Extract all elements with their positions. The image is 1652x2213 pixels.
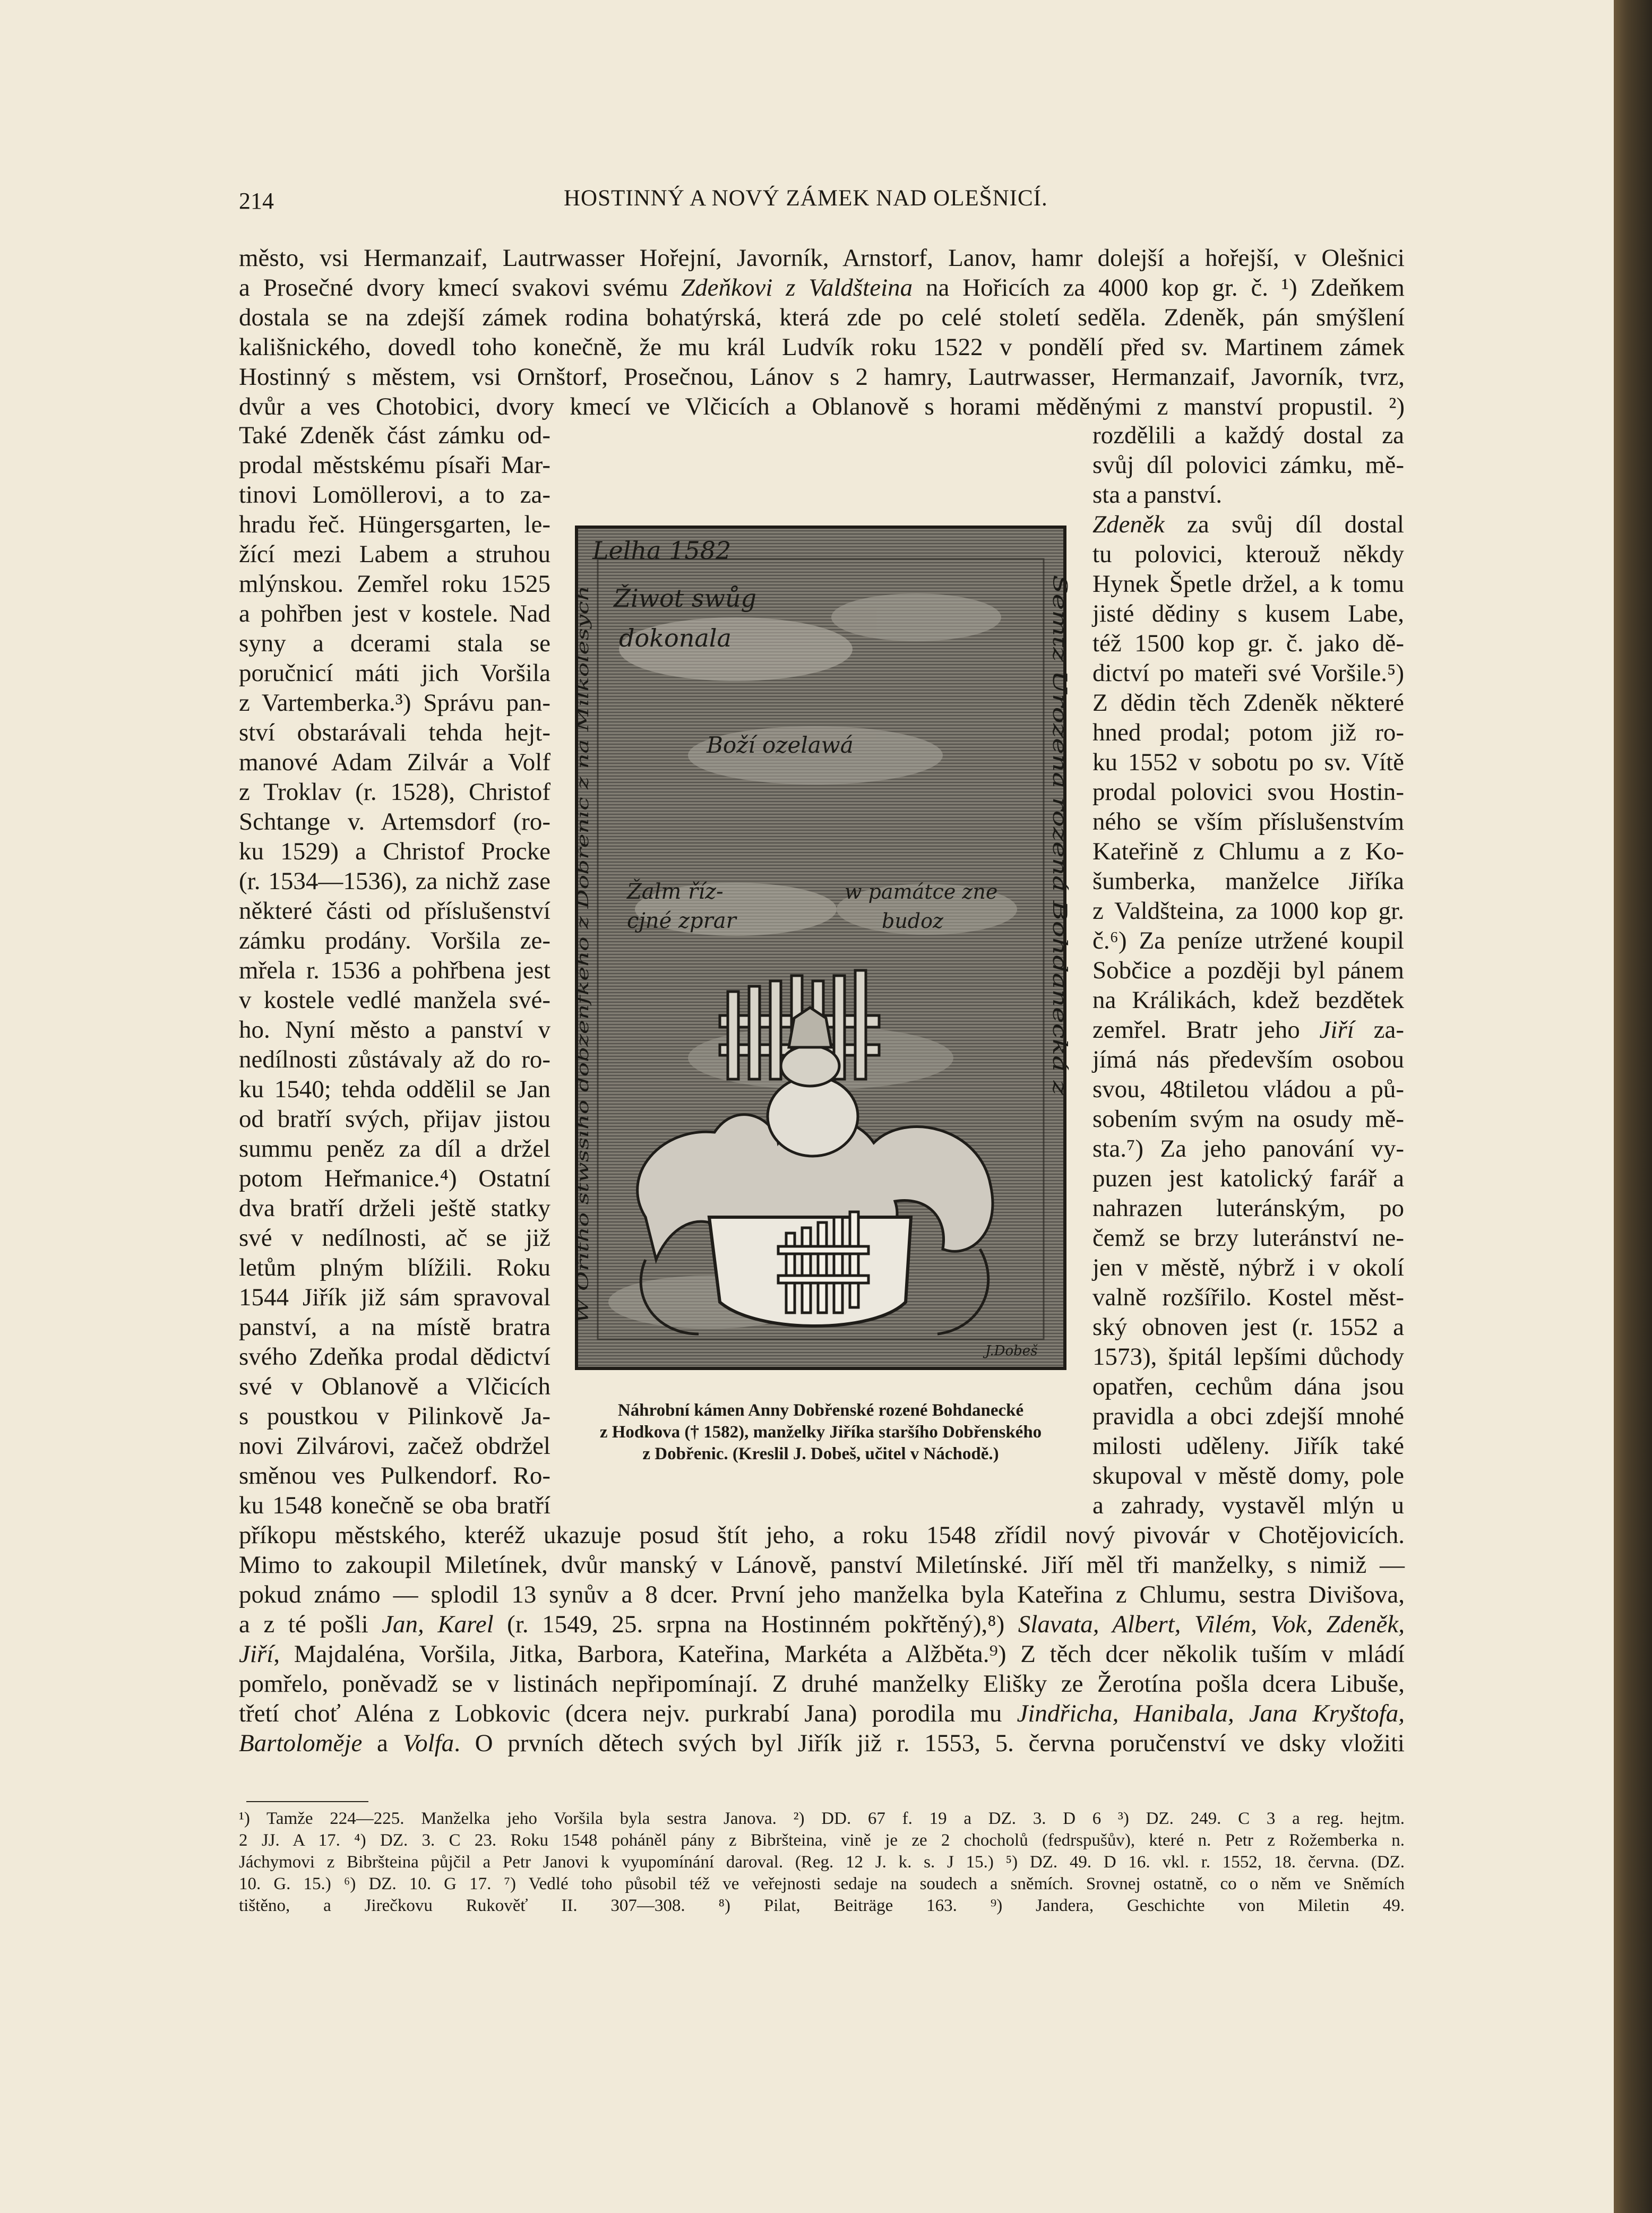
caption-line: z Hodkova († 1582), manželky Jiříka staršího Dobřenského [599, 1423, 1042, 1442]
text-line: v kostele vedlé manžela své- [239, 986, 550, 1014]
text-line: valně rozšířilo. Kostel měst- [1092, 1284, 1404, 1311]
text-line: manové Adam Zilvár a Volf [239, 748, 550, 776]
text-line: ku 1529) a Christof Procke [239, 838, 550, 865]
text-line: Také Zdeněk část zámku od- [239, 421, 550, 449]
text-line: opatřen, cechům dána jsou [1092, 1373, 1404, 1400]
text-line: ku 1548 konečně se oba bratří [239, 1492, 550, 1519]
text-line: Mimo to zakoupil Miletínek, dvůr manský v Lánově, panství Miletínské. Jiří měl tři manželky, s nimiž — [239, 1551, 1405, 1579]
text-line: Sobčice a později byl pánem [1092, 957, 1404, 984]
text-line: a zahrady, vystavěl mlýn u [1092, 1492, 1404, 1519]
text-line: svou, 48tiletou vládou a pů- [1092, 1075, 1404, 1103]
text-line: zemřel. Bratr jeho Jiří za- [1092, 1016, 1404, 1044]
text-line: Zdeněk za svůj díl dostal [1092, 511, 1404, 538]
footnote-line: 10. G. 15.) ⁶) DZ. 10. G 17. ⁷) Vedlé toho působil též ve veřejnosti sedaje na soudech a sněmích. Srovnej ostatně, co o něm ve Sněmích [239, 1874, 1405, 1893]
text-line: nedílnosti zůstávaly až do ro- [239, 1046, 550, 1073]
text-line: potom Heřmanice.⁴) Ostatní [239, 1165, 550, 1192]
text-line: novi Zilvárovi, začež obdržel [239, 1432, 550, 1460]
text-line: Kateřině z Chlumu a z Ko- [1092, 838, 1404, 865]
text-line: dictví po mateři své Voršile.⁵) [1092, 659, 1404, 687]
text-line: zámku prodány. Voršila ze- [239, 927, 550, 954]
text-line: třetí choť Aléna z Lobkovic (dcera nejv. purkrabí Jana) porodila mu Jindřicha, Hanibala, Jana Kryštofa, [239, 1700, 1405, 1727]
footnote-line: ¹) Tamže 224—225. Manželka jeho Voršila byla sestra Janova. ²) DD. 67 f. 19 a DZ. 3. D 6 ³) DZ. 249. C 3 a reg. hejtm. [239, 1809, 1405, 1828]
text-line: mlýnskou. Zemřel roku 1525 [239, 570, 550, 598]
text-line: ství obstarávali tehda hejt- [239, 719, 550, 746]
inscription-line2: dokonala [619, 624, 732, 652]
text-line: Jiří, Majdaléna, Voršila, Jitka, Barbora, Kateřina, Markéta a Alžběta.⁹) Z těch dcer několik tuším v mládí [239, 1640, 1405, 1668]
footnote-line: Jáchymovi z Bibršteina půjčil a Petr Janovi k vyupomínání daroval. (Reg. 12 J. k. s. J 15.) ⁵) DZ. 49. D 16. vkl. r. 1552, 18. června. (DZ. [239, 1853, 1405, 1872]
text-line: sobením svým na osudy mě- [1092, 1105, 1404, 1133]
text-line: šumberka, manželce Jiříka [1092, 867, 1404, 895]
text-line: na Králikách, kdež bezdětek [1092, 986, 1404, 1014]
text-line: též 1500 kop gr. č. jako dě- [1092, 630, 1404, 657]
text-line: z Valdšteina, za 1000 kop gr. [1092, 897, 1404, 925]
text-line: letům plným blížili. Roku [239, 1254, 550, 1281]
text-line: milosti uděleny. Jiřík také [1092, 1432, 1404, 1460]
text-line: hned prodal; potom již ro- [1092, 719, 1404, 746]
footnote-rule [246, 1801, 368, 1802]
page-number: 214 [239, 188, 274, 214]
text-line: jímá nás především osobou [1092, 1046, 1404, 1073]
text-line: poručnicí máti jich Voršila [239, 659, 550, 687]
text-line: směnou ves Pulkendorf. Ro- [239, 1462, 550, 1489]
text-line: prodal polovici svou Hostin- [1092, 778, 1404, 806]
book-edge [1614, 0, 1652, 2213]
text-line: Bartoloměje a Volfa. O prvních dětech svých byl Jiřík již r. 1553, 5. června poručenství ve dsky vložiti [239, 1729, 1405, 1757]
text-line: svůj díl polovici zámku, mě- [1092, 451, 1404, 479]
inscription-right-border: Semtz Urozena rozená Bohdanecká z [1048, 575, 1070, 936]
text-line: ský obnoven jest (r. 1552 a [1092, 1313, 1404, 1341]
text-line: č.⁶) Za peníze utržené koupil [1092, 927, 1404, 954]
figure-caption [577, 1400, 1065, 1465]
artist-signature: J.Dobeš [985, 1343, 1038, 1359]
text-line: ného se vším příslušenstvím [1092, 808, 1404, 836]
inscription-center: Boží ozelawá [707, 732, 854, 758]
caption-line: z Dobřenic. (Kreslil J. Dobeš, učitel v Náchodě.) [642, 1444, 999, 1463]
text-line: (r. 1534—1536), za nichž zase [239, 867, 550, 895]
inscription-year: Lelha 1582 [592, 536, 732, 565]
inscription-memory2: budoz [882, 909, 944, 933]
text-line: s poustkou v Pilinkově Ja- [239, 1402, 550, 1430]
text-line: tu polovici, kterouž někdy [1092, 540, 1404, 568]
inscription-memory1: w památce zne [845, 880, 998, 903]
inscription-psalm2: cjné zprar [627, 909, 736, 933]
text-line: dvůr a ves Chotobici, dvory kmecí ve Vlčicích a Oblanově s horami měděnými z manství propustil. ²) [239, 393, 1405, 420]
text-line: summu peněz za díl a držel [239, 1135, 550, 1163]
text-line: město, vsi Hermanzaif, Lautrwasser Hořejní, Javorník, Arnstorf, Lanov, hamr dolejší a hořejší, v Olešnici [239, 244, 1405, 272]
text-line: tinovi Lomöllerovi, a to za- [239, 481, 550, 509]
text-line: svého Zdeňka prodal dědictví [239, 1343, 550, 1371]
text-line: prodal městskému písaři Mar- [239, 451, 550, 479]
running-head: HOSTINNÝ A NOVÝ ZÁMEK NAD OLEŠNICÍ. [564, 186, 1048, 211]
text-line: z Vartemberka.³) Správu pan- [239, 689, 550, 717]
footnote-line: 2 JJ. A 17. ⁴) DZ. 3. C 23. Roku 1548 poháněl pány z Bibršteina, vině je ze 2 chocholů (fedrspušův), které n. Petr z Rožemberka n. [239, 1831, 1405, 1850]
text-line: pomřelo, poněvadž se v listinách nepřipomínají. Z druhé manželky Elišky ze Žerotína pošla dcera Libuše, [239, 1670, 1405, 1698]
text-line: syny a dcerami stala se [239, 630, 550, 657]
text-line: mřela r. 1536 a pohřbena jest [239, 957, 550, 984]
text-line: jisté dědiny s kusem Labe, [1092, 600, 1404, 627]
text-line: hradu řeč. Hüngersgarten, le- [239, 511, 550, 538]
text-line: ku 1552 v sobotu po sv. Vítě [1092, 748, 1404, 776]
text-line: žící mezi Labem a struhou [239, 540, 550, 568]
text-line: některé části od příslušenství [239, 897, 550, 925]
footnote-line: tištěno, a Jirečkovu Rukověť II. 307—308. ⁸) Pilat, Beiträge 163. ⁹) Jandera, Geschichte von Miletin 49. [239, 1896, 1405, 1915]
text-line: Schtange v. Artemsdorf (ro- [239, 808, 550, 836]
text-line: od bratří svých, přijav jistou [239, 1105, 550, 1133]
text-line: a Prosečné dvory kmecí svakovi svému Zdeňkovi z Valdšteina na Hořicích za 4000 kop gr. č. ¹) Zdeňkem [239, 274, 1405, 302]
text-line: panství, a na místě bratra [239, 1313, 550, 1341]
text-line: své v nedílnosti, ač se již [239, 1224, 550, 1252]
text-line: z Troklav (r. 1528), Christof [239, 778, 550, 806]
inscription-line1: Žiwot swůg [614, 584, 756, 613]
text-line: své v Oblanově a Vlčicích [239, 1373, 550, 1400]
text-line: a z té pošli Jan, Karel (r. 1549, 25. srpna na Hostinném pokřtěný),⁸) Slavata, Albert, Vilém, Vok, Zdeněk, [239, 1611, 1405, 1638]
caption-line: Náhrobní kámen Anny Dobřenské rozené Bohdanecké [617, 1401, 1024, 1420]
text-line: a pohřben jest v kostele. Nad [239, 600, 550, 627]
text-line: skupoval v městě domy, pole [1092, 1462, 1404, 1489]
text-line: čemž se brzy luteránství ne- [1092, 1224, 1404, 1252]
text-line: pokud známo — splodil 13 synův a 8 dcer. První jeho manželka byla Kateřina z Chlumu, sestra Divišova, [239, 1581, 1405, 1608]
text-line: kališnického, dovedl toho konečně, že mu král Ludvík roku 1522 v pondělí před sv. Martinem zámek [239, 333, 1405, 361]
inscription-left-border: W Ořitho stwssiho dobzenfkého z Dobřenic z na Mílkolesych [574, 835, 592, 1323]
text-line: sta.⁷) Za jeho panování vy- [1092, 1135, 1404, 1163]
text-line: dostala se na zdejší zámek rodina bohatýrská, která zde po celé století seděla. Zdeněk, pán smýšlení [239, 304, 1405, 331]
text-line: sta a panství. [1092, 481, 1223, 509]
text-line: Hynek Špetle držel, a k tomu [1092, 570, 1404, 598]
tombstone-illustration [574, 527, 1070, 1368]
text-line: dva bratří drželi ještě statky [239, 1194, 550, 1222]
inscription-psalm1: Žalm říz- [627, 880, 724, 904]
text-line: pravidla a obci zdejší mnohé [1092, 1402, 1404, 1430]
text-line: 1573), špitál lepšími důchody [1092, 1343, 1404, 1371]
text-line: ho. Nyní město a panství v [239, 1016, 550, 1044]
text-line: Hostinný s městem, vsi Ornštorf, Prosečnou, Lánov s 2 hamry, Lautrwasser, Hermanzaif, Javorník, tvrz, [239, 363, 1405, 391]
text-line: Z dědin těch Zdeněk některé [1092, 689, 1404, 717]
text-line: rozdělili a každý dostal za [1092, 421, 1404, 449]
text-line: puzen jest katolický farář a [1092, 1165, 1404, 1192]
text-line: ku 1540; tehda oddělil se Jan [239, 1075, 550, 1103]
text-line: příkopu městského, kteréž ukazuje posud štít jeho, a roku 1548 zřídil nový pivovár v Chotějovicích. [239, 1521, 1405, 1549]
text-line: jen v městě, nýbrž i v okolí [1092, 1254, 1404, 1281]
text-line: nahrazen luteránským, po [1092, 1194, 1404, 1222]
text-line: 1544 Jiřík již sám spravoval [239, 1284, 550, 1311]
